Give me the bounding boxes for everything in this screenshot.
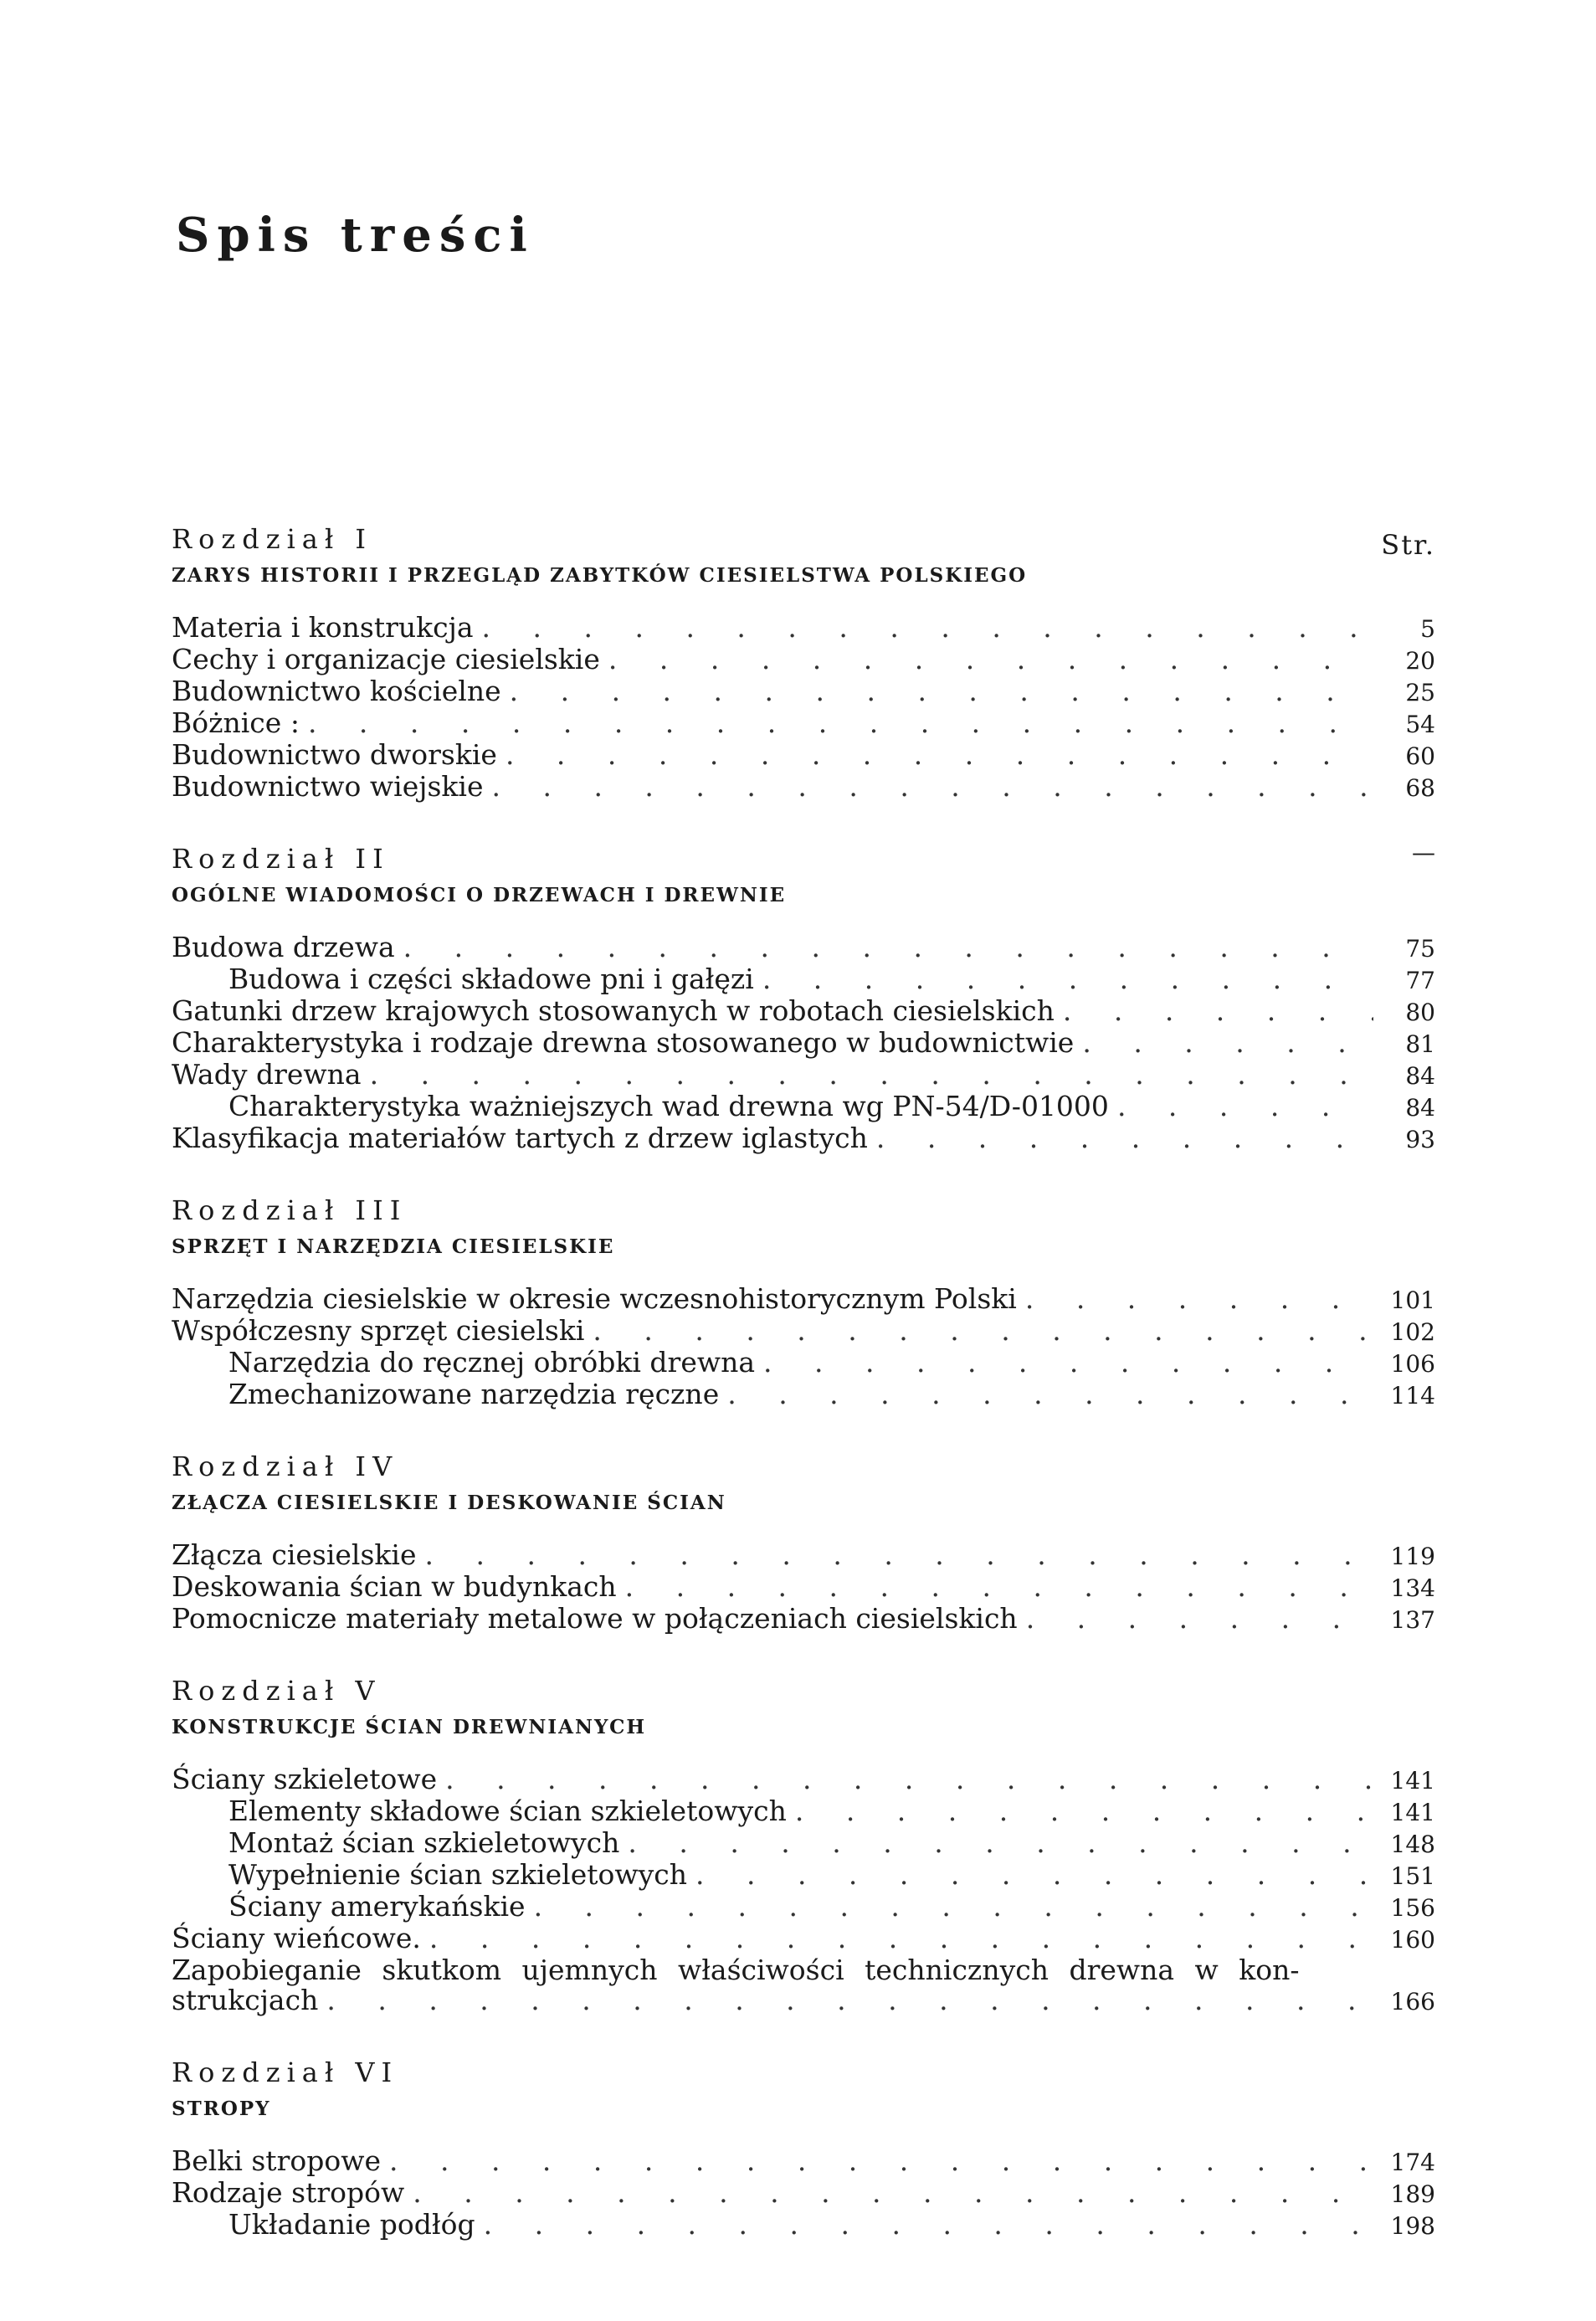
toc-subentry: Elementy składowe ścian szkieletowych . . . 141 (172, 1796, 1435, 1828)
toc-entry: Pomocnicze materiały metalowe w połączeniach ciesielskich . . . 137 (172, 1604, 1435, 1635)
toc-subentry: Wypełnienie ścian szkieletowych . . . 151 (172, 1860, 1435, 1892)
toc-subentry: Charakterystyka ważniejszych wad drewna wg PN-54/D-01000 . . . 84 (172, 1091, 1435, 1123)
toc-entry: Charakterystyka i rodzaje drewna stosowanego w budownictwie . . . 81 (172, 1028, 1435, 1060)
chapter-title: OGÓLNE WIADOMOŚCI O DRZEWACH I DREWNIE (172, 884, 787, 906)
chapter-title: ZARYS HISTORII I PRZEGLĄD ZABYTKÓW CIESIELSTWA POLSKIEGO (172, 564, 1028, 587)
toc-subentry: Ściany amerykańskie . . . 156 (172, 1892, 1435, 1923)
toc-entry: strukcjach . . . 166 (172, 1985, 1435, 2017)
toc-entry: Materia i konstrukcja . . . 5 (172, 613, 1435, 644)
toc-entry: Wady drewna . . . 84 (172, 1060, 1435, 1091)
toc-entry: Cechy i organizacje ciesielskie . . . 20 (172, 644, 1435, 676)
toc-entry: Budownictwo dworskie . . . 60 (172, 740, 1435, 772)
toc-entry: Współczesny sprzęt ciesielski . . . 102 (172, 1316, 1435, 1348)
toc-entry: Rodzaje stropów . . . 189 (172, 2178, 1435, 2210)
toc-entry: Złącza ciesielskie . . . 119 (172, 1540, 1435, 1572)
toc-entry: Budownictwo kościelne . . . 25 (172, 676, 1435, 708)
toc-entry: Ściany wieńcowe. . . . 160 (172, 1923, 1435, 1955)
chapter-5 (172, 1671, 1435, 2017)
chapter-title: ZŁĄCZA CIESIELSKIE I DESKOWANIE ŚCIAN (172, 1492, 726, 1514)
page-column-header: Str. (1381, 529, 1435, 561)
chapter-1 (172, 519, 1435, 804)
toc-subentry: Zmechanizowane narzędzia ręczne . . . 114 (172, 1379, 1435, 1411)
chapter-label: Rozdział V (172, 1675, 382, 1707)
chapter-label: Rozdział II (172, 843, 390, 875)
chapter-6 (172, 2052, 1435, 2241)
chapter-label: Rozdział VI (172, 2057, 399, 2088)
chapter-label: Rozdział IV (172, 1451, 399, 1482)
chapter-label: Rozdział III (172, 1194, 408, 1226)
chapter-title: KONSTRUKCJE ŚCIAN DREWNIANYCH (172, 1716, 647, 1738)
chapter-4 (172, 1446, 1435, 1635)
toc-entry: Budowa drzewa . . . 75 (172, 932, 1435, 964)
chapter-2 (172, 839, 1435, 1155)
table-of-contents (172, 519, 1435, 2277)
page-title: Spis treści (176, 208, 535, 263)
chapter-3 (172, 1190, 1435, 1411)
toc-subentry: Narzędzia do ręcznej obróbki drewna . . . 106 (172, 1348, 1435, 1379)
toc-subentry: Układanie podłóg . . . 198 (172, 2210, 1435, 2241)
chapter-label: Rozdział I (172, 523, 373, 555)
chapter-title: STROPY (172, 2098, 271, 2120)
page-dash: — (1412, 839, 1435, 866)
chapter-title: SPRZĘT I NARZĘDZIA CIESIELSKIE (172, 1235, 615, 1258)
toc-entry-wrapped: Zapobieganie skutkom ujemnych właściwości technicznych drewna w kon- (172, 1954, 1300, 1986)
toc-entry: Klasyfikacja materiałów tartych z drzew iglastych . . . 93 (172, 1123, 1435, 1155)
toc-entry: Deskowania ścian w budynkach . . . 134 (172, 1572, 1435, 1604)
toc-entry: Budownictwo wiejskie . . . 68 (172, 772, 1435, 804)
toc-entry: Narzędzia ciesielskie w okresie wczesnohistorycznym Polski . . . 101 (172, 1284, 1435, 1316)
toc-entry: Belki stropowe . . . 174 (172, 2146, 1435, 2178)
toc-subentry: Montaż ścian szkieletowych . . . 148 (172, 1828, 1435, 1860)
toc-subentry: Budowa i części składowe pni i gałęzi . . . 77 (172, 964, 1435, 996)
toc-entry: Gatunki drzew krajowych stosowanych w robotach ciesielskich . . . 80 (172, 996, 1435, 1028)
toc-entry: Bóżnice : . . . 54 (172, 708, 1435, 740)
toc-entry: Ściany szkieletowe . . . 141 (172, 1764, 1435, 1796)
